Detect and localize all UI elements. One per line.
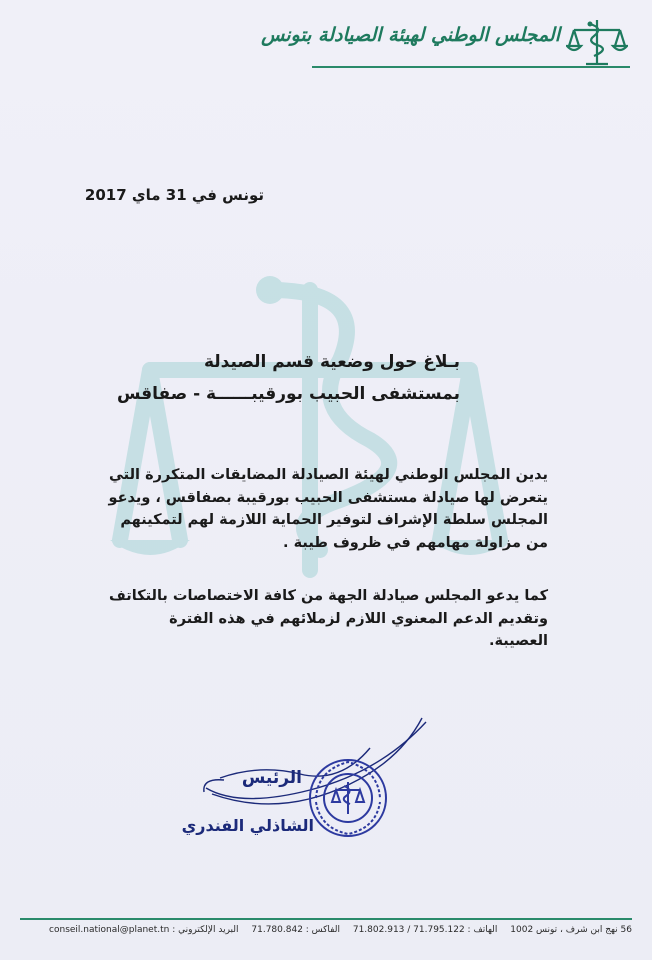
footer-contact-info xyxy=(20,925,632,935)
header-divider xyxy=(312,66,630,68)
pharmacy-scales-logo-icon xyxy=(566,14,628,70)
footer-address: 56 نهج ابن شرف ، تونس 1002 xyxy=(510,925,632,935)
footer-divider xyxy=(20,918,632,920)
organization-name: المجلس الوطني لهيئة الصيادلة بتونس xyxy=(261,24,560,46)
body-paragraph-1: يدين المجلس الوطني لهيئة الصيادلة المضايقات المتكررة التي يتعرض لها صيادلة مستشفى الحبيب بورقيبة بصفاقس ، ويدعو المجلس سلطة الإشراف لتوفير الحماية اللازمة لهم لتمكينهم من مزاولة مهامهم في ظروف طيبة . xyxy=(108,467,548,551)
signatory-role: الرئيس xyxy=(241,768,302,788)
body-paragraph-2: كما يدعو المجلس صيادلة الجهة من كافة الاختصاصات بالتكاتف وتقديم الدعم المعنوي اللازم لزملائهم في هذه الفترة العصيبة. xyxy=(108,588,548,649)
footer-phone: الهاتف : 71.795.122 / 71.802.913 xyxy=(352,925,498,935)
letter-date: تونس في 31 ماي 2017 xyxy=(84,186,264,204)
notice-title-line-1: بـلاغ حول وضعية قسم الصيدلة xyxy=(203,352,460,372)
footer-email: البريد الإلكتروني : conseil.national@planet.tn xyxy=(49,925,239,935)
footer-fax: الفاكس : 71.780.842 xyxy=(251,925,340,935)
notice-title-line-2: بمستشفى الحبيب بورقيبــــــة - صفاقس xyxy=(116,384,460,404)
signatory-name: الشاذلي الفندري xyxy=(181,816,314,835)
official-stamp-icon xyxy=(306,756,390,840)
